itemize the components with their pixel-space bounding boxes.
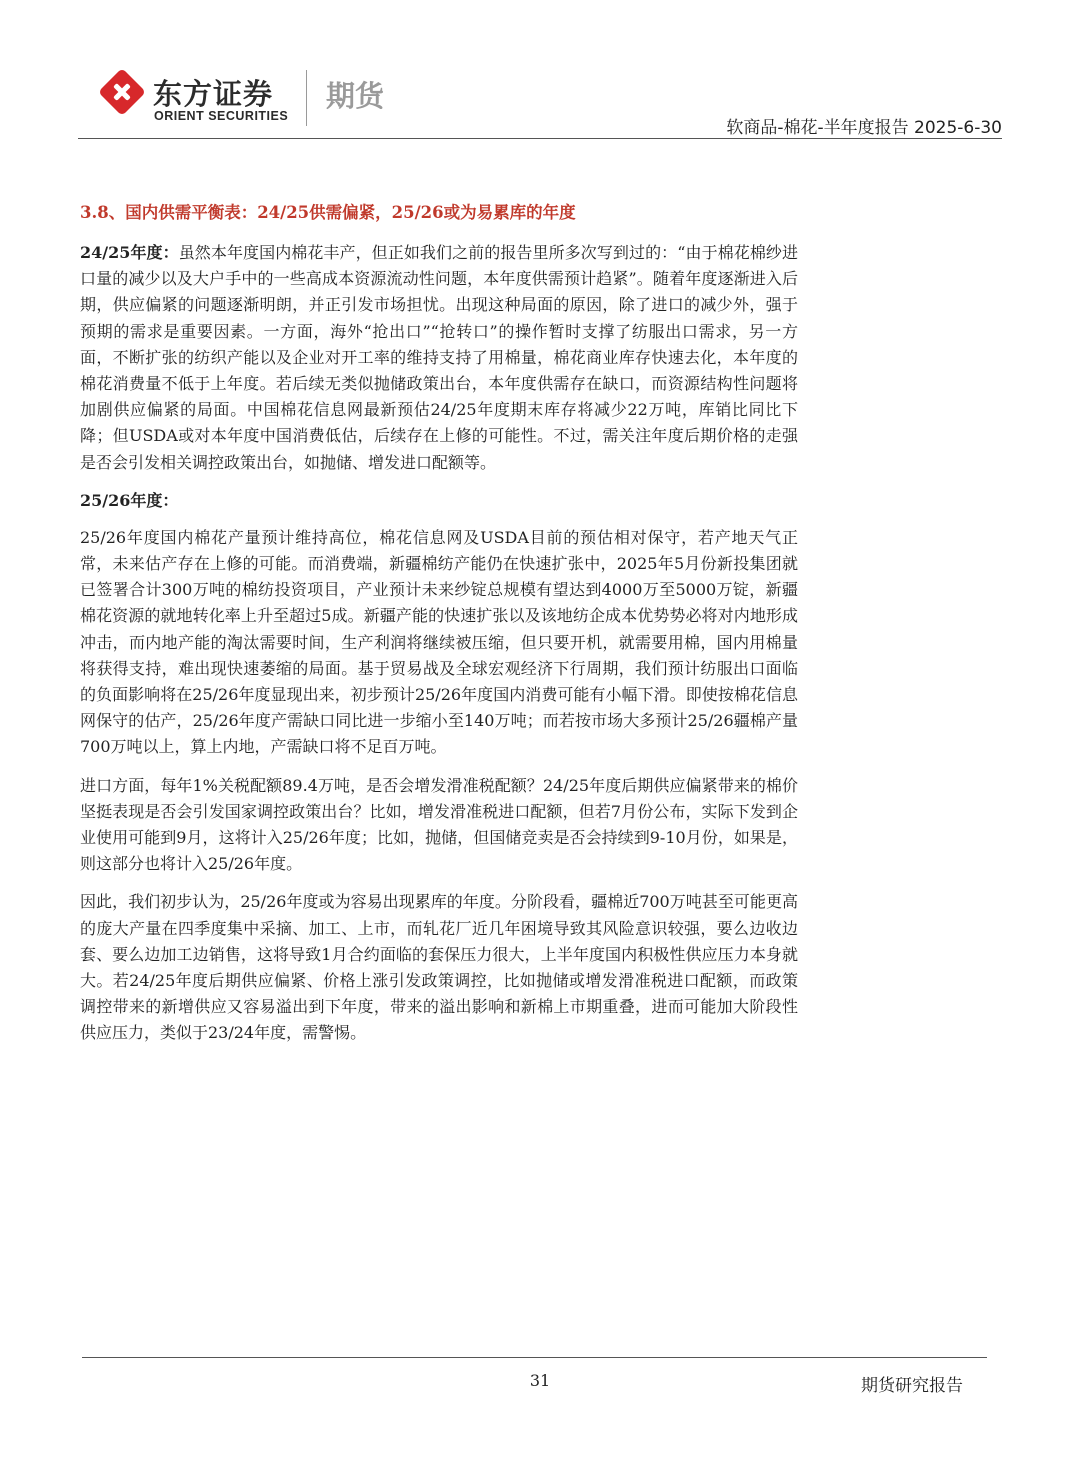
subheading-2526: 25/26年度： [80,490,179,510]
logo-subbrand: 期货 [326,79,385,113]
paragraph-text: 虽然本年度国内棉花丰产，但正如我们之前的报告里所多次写到过的：“由于棉花棉纱进口量的减少以及大户手中的一些高成本资源流动性问题，本年度供需预计趋紧”。随着年度逐渐进入后期，供应偏紧的问题逐渐明朗，并正引发市场担忧。出现这种局面的原因，除了进口的减少外，强于预期的需求是重要因素。一方面，海外“抢出口”“抢转口”的操作暂时支撑了纺服出口需求，另一方面，不断扩张的纺织产能以及企业对开工率的维持支持了用棉量，棉花商业库存快速去化，本年度的棉花消费量不低于上年度。若后续无类似抛储政策出台，本年度供需存在缺口，而资源结构性问题将加剧供应偏紧的局面。中国棉花信息网最新预估24/25年度期末库存将减少22万吨，库销比同比下降；但USDA或对本年度中国消费低估，后续存在上修的可能性。不过，需关注年度后期价格的走强是否会引发相关调控政策出台，如抛储、增发进口配额等。 [80,243,798,472]
logo-mark-icon [96,66,148,118]
logo-chinese-name: 东方证券 [153,77,274,111]
section-title: 3.8、国内供需平衡表：24/25供需偏紧，25/26或为易累库的年度 [80,203,576,222]
paragraph-2526: 25/26年度国内棉花产量预计维持高位，棉花信息网及USDA目前的预估相对保守，若产地天气正常，未来估产存在上修的可能。而消费端，新疆棉纺产能仍在快速扩张中，2025年5月份新投集团就已签署合计300万吨的棉纺投资项目，产业预计未来纱锭总规模有望达到4000万至5000万锭，新疆棉花资源的就地转化率上升至超过5成。新疆产能的快速扩张以及该地纺企成本优势势必将对内地形成冲击，而内地产能的淘汰需要时间，生产利润将继续被压缩，但只要开机，就需要用棉，国内用棉量将获得支持，难出现快速萎缩的局面。基于贸易战及全球宏观经济下行周期，我们预计纺服出口面临的负面影响将在25/26年度显现出来，初步预计25/26年度国内消费可能有小幅下滑。即使按棉花信息网保守的估产，25/26年度产需缺口同比进一步缩小至140万吨；而若按市场大多预计25/26疆棉产量700万吨以上，算上内地，产需缺口将不足百万吨。 [80,527,798,757]
paragraph-2425 [80,240,798,476]
paragraph-conclusion: 因此，我们初步认为，25/26年度或为容易出现累库的年度。分阶段看，疆棉近700万吨甚至可能更高的庞大产量在四季度集中采摘、加工、上市，而轧花厂近几年困境导致其风险意识较强，要么边收边套、要么边加工边销售，这将导致1月合约面临的套保压力很大，上半年度国内积极性供应压力本身就大。若24/25年度后期供应偏紧、价格上涨引发政策调控，比如抛储或增发滑准税进口配额，而政策调控带来的新增供应又容易溢出到下年度，带来的溢出影响和新棉上市期重叠，进而可能加大阶段性供应压力，类似于23/24年度，需警惕。 [80,892,798,1043]
paragraph-import: 进口方面，每年1%关税配额89.4万吨，是否会增发滑准税配额？24/25年度后期供应偏紧带来的棉价坚挺表现是否会引发国家调控政策出台？比如，增发滑准税进口配额，但若7月份公布，实际下发到企业使用可能到9月，这将计入25/26年度；比如，抛储，但国储竞卖是否会持续到9-10月份，如果是，则这部分也将计入25/26年度。 [80,775,798,874]
footer-label: 期货研究报告 [861,1376,963,1396]
report-body [80,240,798,1059]
paragraph-lead: 24/25年度： [80,243,179,262]
logo-english-name: ORIENT SECURITIES [154,109,289,123]
footer-divider [82,1357,987,1358]
company-logo [96,62,296,130]
page-number: 31 [529,1371,551,1390]
report-tag: 软商品-棉花-半年度报告 2025-6-30 [726,118,1002,138]
header-divider [78,138,1002,139]
logo-divider [306,70,307,126]
